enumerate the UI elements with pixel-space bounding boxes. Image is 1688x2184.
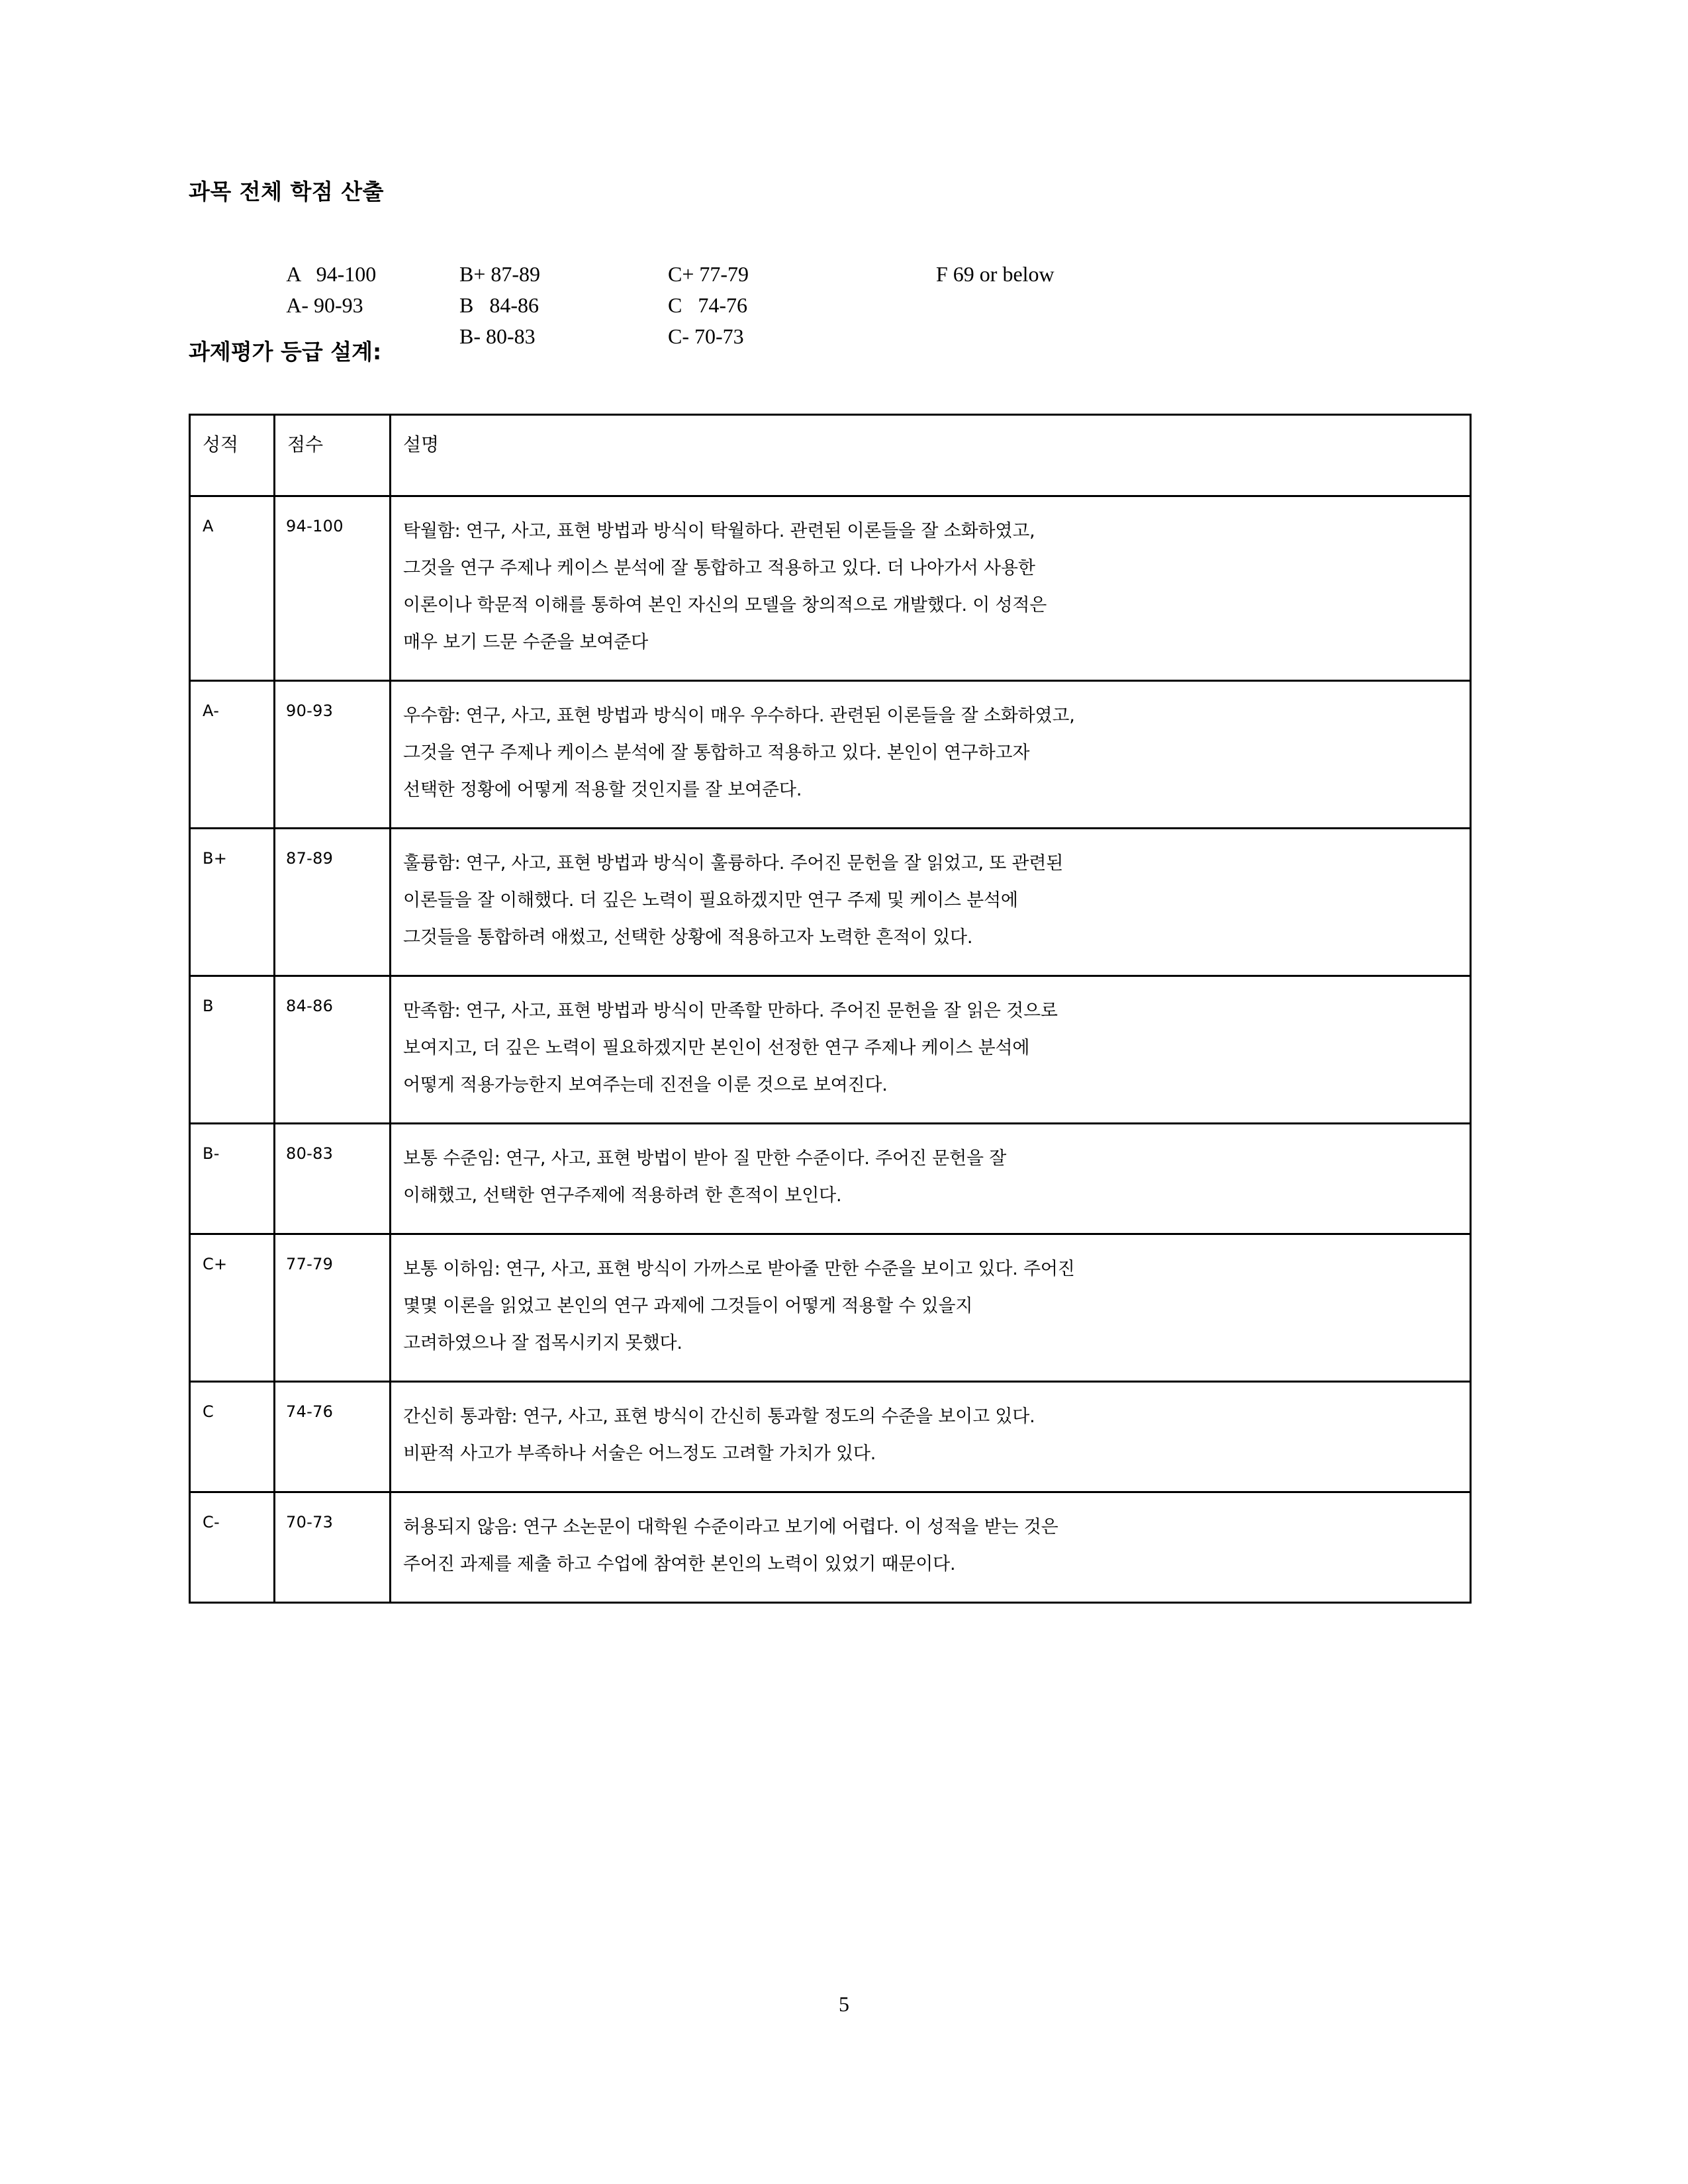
table-row [190, 1492, 1471, 1603]
description-line: 훌륭함: 연구, 사고, 표현 방법과 방식이 훌륭하다. 주어진 문헌을 잘 읽었고, 또 관련된 [403, 853, 1064, 874]
grade-scale-line: A- 90-93 [286, 293, 363, 317]
grade-scale-line: C- 70-73 [668, 324, 744, 348]
description-line: 그것을 연구 주제나 케이스 분석에 잘 통합하고 적용하고 있다. 본인이 연구하고자 [403, 743, 1030, 764]
grade-scale-block [189, 228, 1486, 348]
table-row [190, 496, 1471, 681]
cell-score: 84-86 [275, 976, 391, 1124]
grade-scale-line: A 94-100 [286, 261, 377, 286]
cell-description [391, 681, 1471, 829]
description-line: 이해했고, 선택한 연구주제에 적용하려 한 흔적이 보인다. [403, 1185, 842, 1206]
cell-grade: C- [190, 1492, 275, 1603]
table-header-row [190, 415, 1471, 496]
section-heading-course-grade: 과목 전체 학점 산출 [189, 179, 384, 205]
cell-description [391, 976, 1471, 1124]
cell-score: 90-93 [275, 681, 391, 829]
table-row [190, 976, 1471, 1124]
page-number: 5 [839, 1992, 849, 2016]
grade-scale-line: C 74-76 [668, 293, 747, 317]
grade-scale-line: B+ 87-89 [459, 261, 541, 286]
description-line: 선택한 정황에 어떻게 적용할 것인지를 잘 보여준다. [403, 780, 802, 801]
cell-score: 70-73 [275, 1492, 391, 1603]
cell-score: 87-89 [275, 829, 391, 976]
grade-scale-line: C+ 77-79 [668, 261, 749, 286]
description-line: 간신히 통과함: 연구, 사고, 표현 방식이 간신히 통과할 정도의 수준을 보이고 있다. [403, 1406, 1035, 1428]
column-header-grade: 성적 [190, 415, 275, 496]
section-heading-assignment-rubric: 과제평가 등급 설계: [189, 338, 382, 365]
description-line: 매우 보기 드문 수준을 보여준다 [403, 632, 648, 653]
description-line: 허용되지 않음: 연구 소논문이 대학원 수준이라고 보기에 어렵다. 이 성적을 받는 것은 [403, 1517, 1058, 1538]
table-row [190, 1124, 1471, 1234]
column-header-description: 설명 [391, 415, 1471, 496]
description-line: 고려하였으나 잘 접목시키지 못했다. [403, 1333, 682, 1354]
cell-score: 80-83 [275, 1124, 391, 1234]
description-line: 그것들을 통합하려 애썼고, 선택한 상황에 적용하고자 노력한 흔적이 있다. [403, 927, 973, 948]
table-row [190, 1382, 1471, 1492]
cell-description [391, 1382, 1471, 1492]
description-line: 어떻게 적용가능한지 보여주는데 진전을 이룬 것으로 보여진다. [403, 1075, 888, 1096]
page-content [189, 179, 1486, 1604]
grade-scale-column-b [417, 228, 540, 383]
cell-score: 94-100 [275, 496, 391, 681]
cell-description [391, 496, 1471, 681]
description-line: 몇몇 이론을 읽었고 본인의 연구 과제에 그것들이 어떻게 적용할 수 있을지 [403, 1296, 973, 1317]
grade-rubric-table [189, 414, 1472, 1604]
description-line: 보통 수준임: 연구, 사고, 표현 방법이 받아 질 만한 수준이다. 주어진 문헌을 잘 [403, 1148, 1007, 1169]
cell-grade: A- [190, 681, 275, 829]
cell-grade: B- [190, 1124, 275, 1234]
description-line: 우수함: 연구, 사고, 표현 방법과 방식이 매우 우수하다. 관련된 이론들을 잘 소화하였고, [403, 705, 1075, 727]
cell-grade: B [190, 976, 275, 1124]
description-line: 비판적 사고가 부족하나 서술은 어느정도 고려할 가치가 있다. [403, 1443, 876, 1465]
description-line: 만족함: 연구, 사고, 표현 방법과 방식이 만족할 만하다. 주어진 문헌을 잘 읽은 것으로 [403, 1001, 1058, 1022]
table-row [190, 1234, 1471, 1382]
cell-description [391, 1234, 1471, 1382]
cell-description [391, 829, 1471, 976]
grade-scale-line: B- 80-83 [459, 324, 536, 348]
grade-scale-line: B 84-86 [459, 293, 539, 317]
column-header-score: 점수 [275, 415, 391, 496]
cell-description [391, 1124, 1471, 1234]
cell-description [391, 1492, 1471, 1603]
grade-scale-column-c [626, 228, 749, 383]
cell-score: 74-76 [275, 1382, 391, 1492]
table-row [190, 829, 1471, 976]
grade-scale-column-a [245, 228, 376, 352]
description-line: 이론들을 잘 이해했다. 더 깊은 노력이 필요하겠지만 연구 주제 및 케이스 분석에 [403, 890, 1018, 911]
cell-grade: B+ [190, 829, 275, 976]
description-line: 주어진 과제를 제출 하고 수업에 참여한 본인의 노력이 있었기 때문이다. [403, 1554, 956, 1575]
description-line: 보통 이하임: 연구, 사고, 표현 방식이 가까스로 받아줄 만한 수준을 보이고 있다. 주어진 [403, 1259, 1075, 1280]
grade-scale-line: F 69 or below [936, 261, 1055, 286]
cell-score: 77-79 [275, 1234, 391, 1382]
description-line: 보여지고, 더 깊은 노력이 필요하겠지만 본인이 선정한 연구 주제나 케이스 분석에 [403, 1038, 1030, 1059]
description-line: 이론이나 학문적 이해를 통하여 본인 자신의 모델을 창의적으로 개발했다. 이 성적은 [403, 595, 1047, 616]
grade-scale-column-f [894, 228, 1055, 321]
description-line: 탁월함: 연구, 사고, 표현 방법과 방식이 탁월하다. 관련된 이론들을 잘 소화하였고, [403, 521, 1035, 542]
cell-grade: C [190, 1382, 275, 1492]
cell-grade: A [190, 496, 275, 681]
cell-grade: C+ [190, 1234, 275, 1382]
description-line: 그것을 연구 주제나 케이스 분석에 잘 통합하고 적용하고 있다. 더 나아가서 사용한 [403, 558, 1035, 579]
table-row [190, 681, 1471, 829]
